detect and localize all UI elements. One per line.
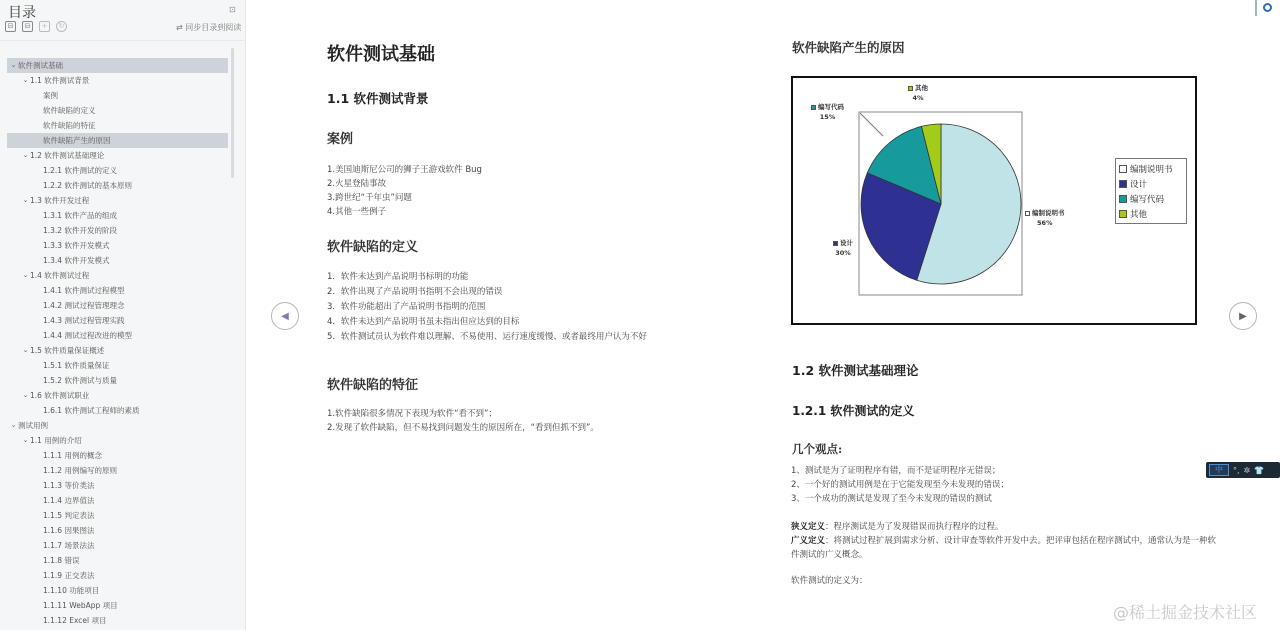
definitions-block xyxy=(791,520,1216,588)
toc-item-label: 1.1.8 错误 xyxy=(43,556,80,565)
previous-page-button[interactable] xyxy=(271,302,299,330)
toc-item-label: 1.4.4 测试过程改进的模型 xyxy=(43,331,132,340)
toc-tree xyxy=(7,58,228,628)
toc-item-label: 1.3 软件开发过程 xyxy=(30,196,90,205)
toc-item-label: 1.1.3 等价类法 xyxy=(43,481,95,490)
toc-item-label: 1.5.2 软件测试与质量 xyxy=(43,376,117,385)
punctuation-icon[interactable]: °, xyxy=(1233,465,1240,475)
left-page xyxy=(327,0,757,630)
toc-item[interactable] xyxy=(7,343,228,358)
toc-item[interactable] xyxy=(7,223,228,238)
views-list xyxy=(791,464,1009,506)
case-item: 1.美国迪斯尼公司的狮子王游戏软件 Bug xyxy=(327,165,482,175)
toc-item[interactable] xyxy=(7,328,228,343)
toc-item-label: 测试用例 xyxy=(18,421,48,430)
toc-item-label: 1.4.2 测试过程管理理念 xyxy=(43,301,125,310)
chevron-down-icon[interactable]: ⌄ xyxy=(22,436,29,444)
toc-item-label: 软件测试基础 xyxy=(18,61,63,70)
toc-item-label: 软件缺陷的特征 xyxy=(43,121,96,130)
toc-item-label: 1.3.1 软件产品的组成 xyxy=(43,211,117,220)
toc-item-label: 1.1.5 判定表法 xyxy=(43,511,95,520)
expand-all-icon[interactable]: ⊟ xyxy=(5,21,16,32)
toc-sidebar xyxy=(0,0,246,630)
toc-item-label: 1.6.1 软件测试工程师的素质 xyxy=(43,406,140,415)
chevron-down-icon[interactable]: ⌄ xyxy=(22,76,29,84)
watermark: @稀土掘金技术社区 xyxy=(1113,603,1258,622)
chevron-down-icon[interactable]: ⌄ xyxy=(22,346,29,354)
toc-item[interactable] xyxy=(7,178,228,193)
toc-item-label: 1.1 用例的介绍 xyxy=(30,436,82,445)
toc-item[interactable] xyxy=(7,298,228,313)
toc-item-label: 1.2 软件测试基础理论 xyxy=(30,151,105,160)
toc-item[interactable] xyxy=(7,493,228,508)
legend-item: 其他 xyxy=(1119,206,1183,221)
chevron-down-icon[interactable]: ⌄ xyxy=(22,196,29,204)
toc-item[interactable] xyxy=(7,58,228,73)
toc-item[interactable] xyxy=(7,508,228,523)
section-heading: 1.2 软件测试基础理论 xyxy=(792,363,919,378)
definition-tail: 软件测试的定义为： xyxy=(791,576,868,586)
toc-item[interactable] xyxy=(7,598,228,613)
defect-feature-list xyxy=(327,407,599,435)
narrow-definition: 狭义定义：程序测试是为了发现错误而执行程序的过程。 xyxy=(791,522,1004,532)
toc-item[interactable] xyxy=(7,88,228,103)
broad-definition: 广义定义：将测试过程扩展到需求分析、设计审查等软件开发中去。把评审包括在程序测试中，通常认为是一种软 xyxy=(791,536,1217,546)
pie-label-spec: 编制说明书 56% xyxy=(1025,208,1065,228)
toc-item[interactable] xyxy=(7,403,228,418)
cursor-marker xyxy=(1255,0,1257,16)
right-page xyxy=(791,0,1231,630)
toc-item-label: 1.4.1 软件测试过程模型 xyxy=(43,286,125,295)
toc-item-label: 1.3.3 软件开发模式 xyxy=(43,241,110,250)
toc-item-label: 1.3.2 软件开发的阶段 xyxy=(43,226,117,235)
case-item: 3.跨世纪“千年虫”问题 xyxy=(327,193,412,203)
chevron-left-icon: ◀ xyxy=(281,310,289,322)
sidebar-scrollbar[interactable] xyxy=(231,48,234,178)
toc-item-label: 1.5 软件质量保证概述 xyxy=(30,346,105,355)
toc-item[interactable] xyxy=(7,448,228,463)
toc-item[interactable] xyxy=(7,133,228,148)
view-item: 2、一个好的测试用例是在于它能发现至今未发现的错误； xyxy=(791,480,1009,490)
sync-toc-button[interactable]: ⇄ 同步目录到阅读 xyxy=(176,23,242,32)
definition-item: 4．软件未达到产品说明书虽未指出但应达到的目标 xyxy=(327,317,520,327)
document-viewer xyxy=(247,0,1280,630)
pie-chart xyxy=(791,76,1197,325)
location-pin-icon[interactable] xyxy=(1263,3,1272,12)
section-heading: 1.1 软件测试背景 xyxy=(327,91,429,106)
toc-item-label: 1.2.1 软件测试的定义 xyxy=(43,166,117,175)
sync-icon[interactable]: ↻ xyxy=(56,21,67,32)
chart-legend xyxy=(1115,158,1187,224)
settings-icon[interactable]: ✲ xyxy=(1243,465,1251,475)
toc-item-label: 1.1 软件测试背景 xyxy=(30,76,90,85)
toc-item[interactable] xyxy=(7,148,228,163)
toc-item[interactable] xyxy=(7,553,228,568)
defect-definition-heading: 软件缺陷的定义 xyxy=(327,240,419,255)
views-heading: 几个观点: xyxy=(792,442,843,456)
toc-item-label: 1.1.12 Excel 项目 xyxy=(43,616,107,625)
toc-item-label: 1.4 软件测试过程 xyxy=(30,271,90,280)
chevron-down-icon[interactable]: ⌄ xyxy=(10,421,17,429)
chevron-down-icon[interactable]: ⌄ xyxy=(22,391,29,399)
toc-item-label: 1.4.3 测试过程管理实践 xyxy=(43,316,125,325)
feature-item: 2.发现了软件缺陷，但不易找到问题发生的原因所在，“看到但抓不到”。 xyxy=(327,423,599,433)
toc-item-label: 1.1.6 因果图法 xyxy=(43,526,95,535)
toc-item[interactable] xyxy=(7,163,228,178)
toc-item[interactable] xyxy=(7,313,228,328)
toc-item[interactable] xyxy=(7,568,228,583)
toc-item[interactable] xyxy=(7,73,228,88)
toc-item[interactable] xyxy=(7,208,228,223)
toc-item[interactable] xyxy=(7,418,228,433)
toc-item[interactable] xyxy=(7,463,228,478)
chevron-down-icon[interactable]: ⌄ xyxy=(10,61,17,69)
toc-item[interactable] xyxy=(7,478,228,493)
pie-label-code: 编写代码 15% xyxy=(811,102,844,122)
legend-item: 编制说明书 xyxy=(1119,161,1183,176)
ime-toolbar[interactable] xyxy=(1206,462,1280,478)
collapse-all-icon[interactable]: ⊟ xyxy=(22,21,33,32)
sync-toc-label: 同步目录到阅读 xyxy=(185,23,242,32)
ime-mode-toggle[interactable]: 中 xyxy=(1209,464,1229,476)
chevron-right-icon: ▶ xyxy=(1239,310,1247,322)
add-icon[interactable]: + xyxy=(39,21,50,32)
legend-item: 设计 xyxy=(1119,176,1183,191)
toc-item[interactable] xyxy=(7,103,228,118)
toc-item[interactable] xyxy=(7,283,228,298)
pin-icon[interactable]: ⊡ xyxy=(229,5,236,14)
case-item: 2.火星登陆事故 xyxy=(327,179,387,189)
next-page-button[interactable] xyxy=(1229,302,1257,330)
chart-heading: 软件缺陷产生的原因 xyxy=(792,40,905,55)
toc-item-label: 软件缺陷的定义 xyxy=(43,106,96,115)
chevron-down-icon[interactable]: ⌄ xyxy=(22,151,29,159)
skin-icon[interactable]: 👕 xyxy=(1254,465,1265,475)
pie-label-design: 设计 30% xyxy=(833,238,853,258)
toc-item[interactable] xyxy=(7,583,228,598)
toc-item-label: 1.6 软件测试职业 xyxy=(30,391,90,400)
toc-item-label: 1.1.7 场景法法 xyxy=(43,541,95,550)
toc-item[interactable] xyxy=(7,613,228,628)
toc-item[interactable] xyxy=(7,358,228,373)
toc-title: 目录 xyxy=(8,5,36,21)
toc-item[interactable] xyxy=(7,238,228,253)
toc-item[interactable] xyxy=(7,268,228,283)
view-item: 1、测试是为了证明程序有错，而不是证明程序无错误； xyxy=(791,466,1001,476)
defect-feature-heading: 软件缺陷的特征 xyxy=(327,378,419,393)
case-list xyxy=(327,163,482,219)
broad-definition-cont: 件测试的广义概念。 xyxy=(791,550,868,560)
legend-item: 编写代码 xyxy=(1119,191,1183,206)
toc-item[interactable] xyxy=(7,373,228,388)
chevron-down-icon[interactable]: ⌄ xyxy=(22,271,29,279)
toc-item[interactable] xyxy=(7,118,228,133)
toc-item-label: 案例 xyxy=(43,91,58,100)
definition-item: 2．软件出现了产品说明书指明不会出现的错误 xyxy=(327,287,503,297)
toc-item[interactable] xyxy=(7,388,228,403)
toc-item-label: 1.2.2 软件测试的基本原则 xyxy=(43,181,132,190)
toc-item-label: 1.3.4 软件开发模式 xyxy=(43,256,110,265)
definition-item: 1．软件未达到产品说明书标明的功能 xyxy=(327,272,469,282)
feature-item: 1.软件缺陷很多情况下表现为软件“看不到”； xyxy=(327,409,497,419)
toc-item-label: 1.1.2 用例编写的原则 xyxy=(43,466,117,475)
case-heading: 案例 xyxy=(327,132,354,147)
toc-item-label: 1.1.11 WebApp 项目 xyxy=(43,601,118,610)
case-item: 4.其他一些例子 xyxy=(327,207,387,217)
toc-item-label: 1.1.10 功能项目 xyxy=(43,586,100,595)
toc-item-label: 软件缺陷产生的原因 xyxy=(43,136,111,145)
toc-item[interactable] xyxy=(7,433,228,448)
toc-item-label: 1.5.1 软件质量保证 xyxy=(43,361,110,370)
toc-item[interactable] xyxy=(7,523,228,538)
toc-item[interactable] xyxy=(7,193,228,208)
toc-toolbar xyxy=(5,21,67,32)
definition-item: 5．软件测试员认为软件难以理解、不易使用、运行速度缓慢、或者最终用户认为不好 xyxy=(327,332,647,342)
definition-item: 3．软件功能超出了产品说明书指明的范围 xyxy=(327,302,486,312)
divider xyxy=(0,40,246,41)
pie-label-other: 其他 4% xyxy=(908,83,928,103)
doc-title: 软件测试基础 xyxy=(327,44,435,65)
defect-definition-list xyxy=(327,270,647,345)
toc-item[interactable] xyxy=(7,253,228,268)
toc-item-label: 1.1.1 用例的概念 xyxy=(43,451,102,460)
view-item: 3、一个成功的测试是发现了至今未发现的错误的测试 xyxy=(791,494,992,504)
subsection-heading: 1.2.1 软件测试的定义 xyxy=(792,404,915,418)
toc-item[interactable] xyxy=(7,538,228,553)
toc-item-label: 1.1.9 正交表法 xyxy=(43,571,95,580)
toc-item-label: 1.1.4 边界值法 xyxy=(43,496,95,505)
